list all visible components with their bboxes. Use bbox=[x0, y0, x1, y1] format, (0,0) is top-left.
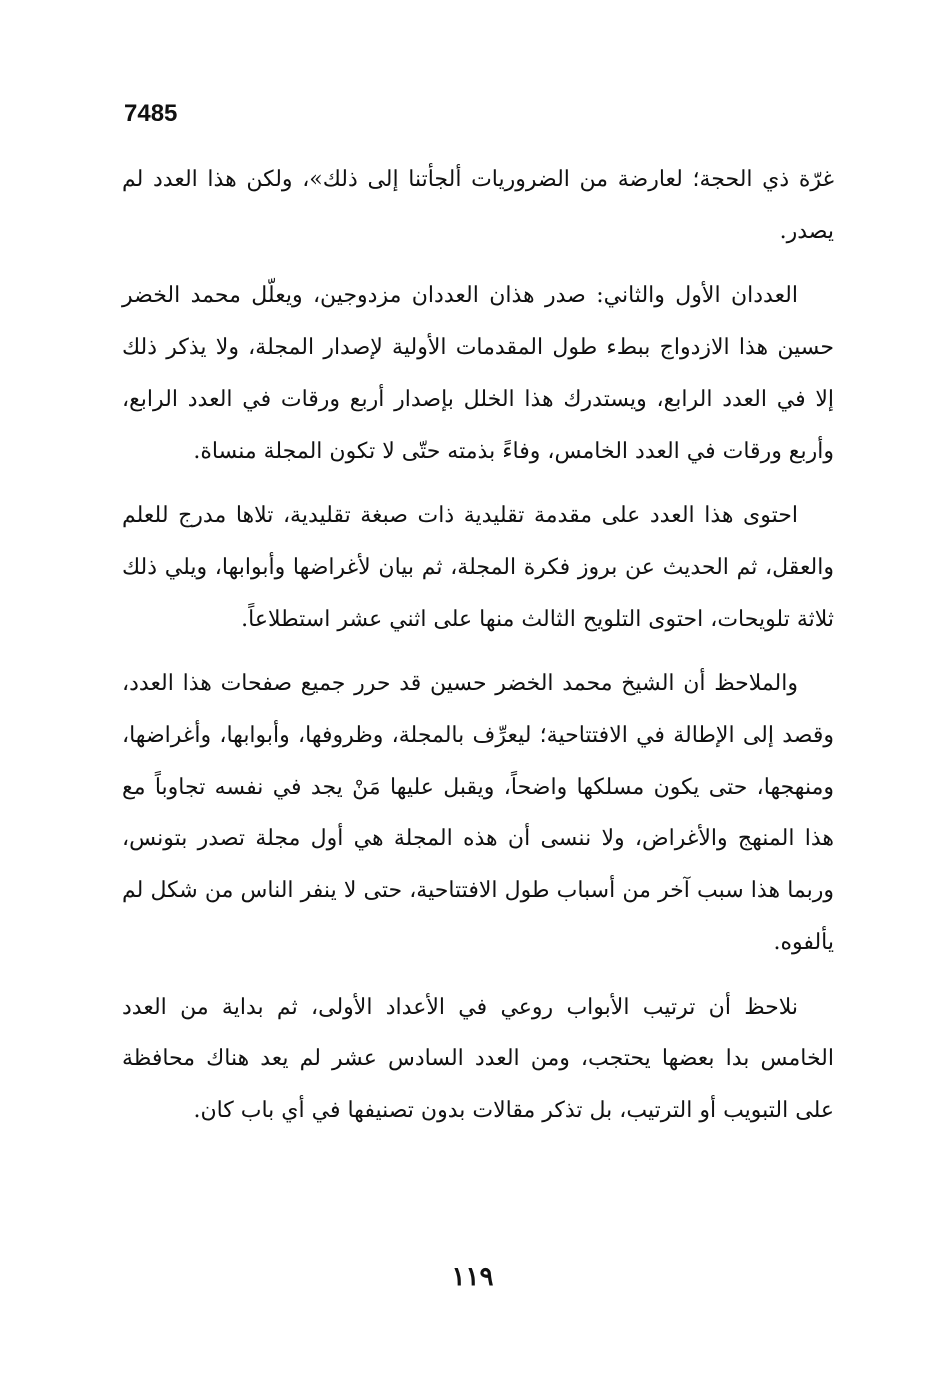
paragraph-issue-contents: احتوى هذا العدد على مقدمة تقليدية ذات صبغة تقليدية، تلاها مدرج للعلم والعقل، ثم الحديث عن بروز فكرة المجلة، ثم بيان لأغراضها وأبوابها، ويلي ذلك ثلاثة تلويحات، احتوى التلويح الثالث منها على اثني عشر استطلاعاً. bbox=[122, 503, 834, 632]
paragraph-first-second-issues: العددان الأول والثاني: صدر هذان العددان مزدوجين، ويعلّل محمد الخضر حسين هذا الازدواج ببطء طول المقدمات الأولية لإصدار المجلة، ولا يذكر ذلك إلا في العدد الرابع، ويستدرك هذا الخلل بإصدار أربع ورقات في العدد الرابع، وأربع ورقات في العدد الخامس، وفاءً بذمته حتّى لا تكون المجلة منساة. bbox=[122, 283, 834, 464]
paragraph-editor-remarks: والملاحظ أن الشيخ محمد الخضر حسين قد حرر جميع صفحات هذا العدد، وقصد إلى الإطالة في الافتتاحية؛ ليعرِّف بالمجلة، وظروفها، وأبوابها، وأغراضها، ومنهجها، حتى يكون مسلكها واضحاً، ويقبل عليها مَنْ يجد في نفسه تجاوباً مع هذا المنهج والأغراض، ولا ننسى أن هذه المجلة هي أول مجلة تصدر بتونس، وربما هذا سبب آخر من أسباب طول الافتتاحية، حتى لا ينفر الناس من شكل لم يألفوه. bbox=[122, 671, 834, 955]
paragraph-continuation: غرّة ذي الحجة؛ لعارضة من الضروريات ألجأتنا إلى ذلك»، ولكن هذا العدد لم يصدر. bbox=[122, 167, 834, 244]
page-number: ١١٩ bbox=[451, 1262, 494, 1292]
document-code-number: 7485 bbox=[124, 100, 178, 127]
paragraph-section-order: نلاحظ أن ترتيب الأبواب روعي في الأعداد الأولى، ثم بداية من العدد الخامس بدا بعضها يحتجب، ومن العدد السادس عشر لم يعد هناك محافظة على التبويب أو الترتيب، بل تذكر مقالات بدون تصنيفها في أي باب كان. bbox=[122, 994, 834, 1123]
page-body bbox=[122, 154, 834, 1150]
